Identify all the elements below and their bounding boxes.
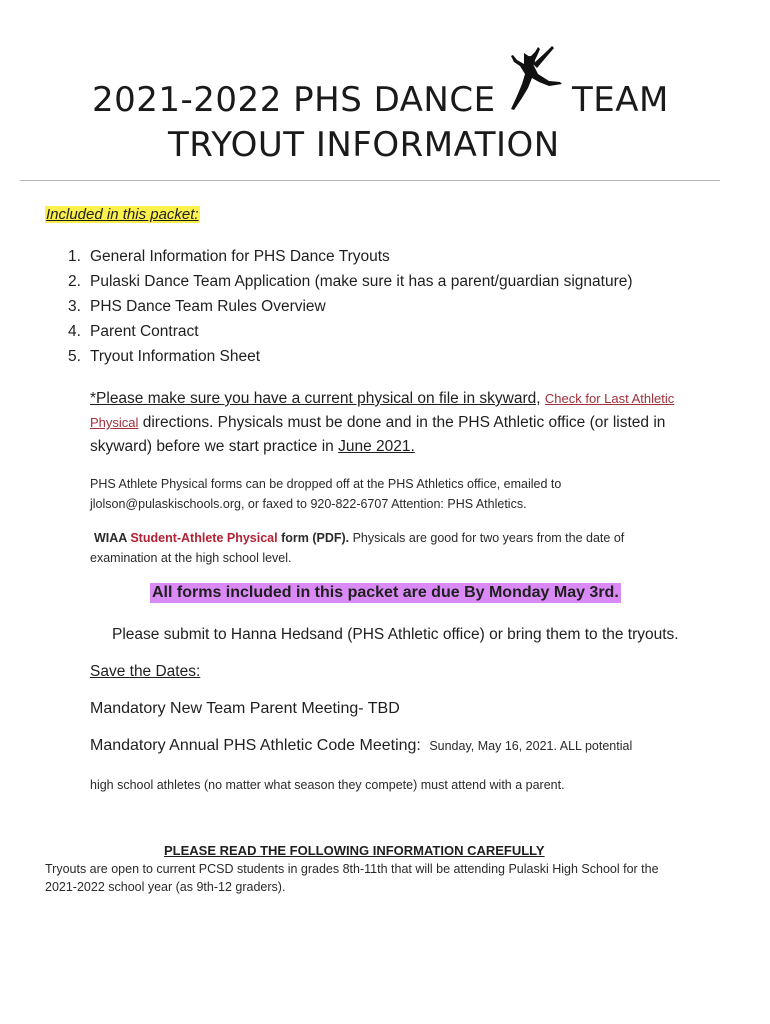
wiaa-line2: examination at the high school level.	[90, 551, 292, 565]
check-physical-link[interactable]: Check for Last Athletic	[544, 391, 675, 406]
practice-date: June 2021.	[338, 438, 415, 455]
list-item	[68, 319, 633, 344]
wiaa-prefix: WIAA	[94, 531, 131, 545]
wiaa-form-label: form (PDF).	[277, 531, 350, 545]
title-line1-left: 2021-2022 PHS DANCE	[92, 80, 496, 120]
notice-paragraph	[45, 860, 659, 896]
physical-directions: directions. Physicals must be done and in the PHS Athletic office (or listed in	[138, 414, 666, 431]
meeting-athletic-code-date: Sunday, May 16, 2021. ALL potential	[429, 739, 633, 753]
meeting-athletic-code-label: Mandatory Annual PHS Athletic Code Meeting:	[90, 737, 421, 754]
title-line2: TRYOUT INFORMATION	[168, 125, 560, 165]
list-item	[68, 344, 633, 369]
list-item-number: 2.	[68, 273, 81, 290]
list-item-number: 1.	[68, 248, 81, 265]
notice-heading: PLEASE READ THE FOLLOWING INFORMATION CAREFULLY	[164, 843, 545, 858]
list-item	[68, 269, 633, 294]
packet-heading: Included in this packet:	[46, 206, 199, 223]
list-item	[68, 294, 633, 319]
list-item-label: General Information for PHS Dance Tryouts	[90, 248, 390, 265]
notice-line1: Tryouts are open to current PCSD students in grades 8th-11th that will be attending Pulaski High School for the	[45, 862, 659, 876]
wiaa-physical-link[interactable]: Student-Athlete Physical	[130, 531, 278, 545]
physical-practice-text: skyward) before we start practice in	[90, 438, 339, 455]
packet-list	[68, 244, 633, 369]
wiaa-text: Physicals are good for two years from the date of	[349, 531, 625, 545]
list-item-label: Parent Contract	[90, 323, 199, 340]
physical-link[interactable]: Physical	[90, 415, 139, 430]
submit-instructions: Please submit to Hanna Hedsand (PHS Athletic office) or bring them to the tryouts.	[112, 626, 679, 643]
list-item-number: 4.	[68, 323, 81, 340]
physical-intro: *Please make sure you have a current physical on file in skyward,	[90, 390, 541, 407]
dropoff-line1: PHS Athlete Physical forms can be dropped off at the PHS Athletics office, emailed to	[90, 477, 562, 491]
save-dates-heading: Save the Dates:	[90, 663, 201, 680]
physical-paragraph	[90, 387, 730, 459]
wiaa-paragraph	[90, 528, 625, 568]
list-item-label: Tryout Information Sheet	[90, 348, 261, 365]
title-line1-right: TEAM	[572, 80, 669, 120]
list-item-label: Pulaski Dance Team Application (make sure it has a parent/guardian signature)	[90, 273, 633, 290]
meeting-athletic-code-note: high school athletes (no matter what season they compete) must attend with a parent.	[90, 778, 565, 792]
list-item	[68, 244, 633, 269]
list-item-label: PHS Dance Team Rules Overview	[90, 298, 326, 315]
list-item-number: 3.	[68, 298, 81, 315]
due-date-banner: All forms included in this packet are due By Monday May 3rd.	[152, 584, 619, 601]
notice-line2: 2021-2022 school year (as 9th-12 graders).	[45, 880, 286, 894]
meeting-new-team: Mandatory New Team Parent Meeting- TBD	[90, 700, 400, 717]
dropoff-paragraph	[90, 474, 561, 514]
header-divider	[20, 180, 720, 181]
meeting-athletic-code	[90, 737, 632, 755]
dropoff-line2: jlolson@pulaskischools.org, or faxed to 920-822-6707 Attention: PHS Athletics.	[90, 497, 527, 511]
dancer-silhouette-icon	[502, 44, 572, 114]
list-item-number: 5.	[68, 348, 81, 365]
